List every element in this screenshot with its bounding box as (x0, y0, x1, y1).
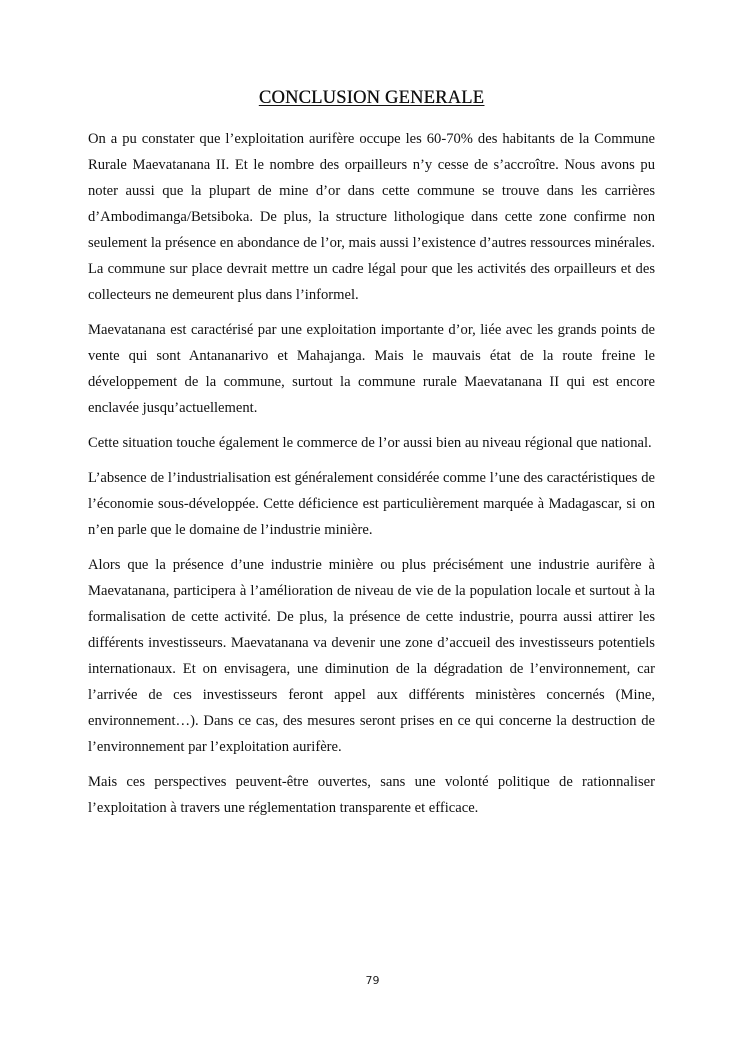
paragraph-1: On a pu constater que l’exploitation aurifère occupe les 60-70% des habitants de la Commune Rurale Maevatanana II. Et le nombre des orpailleurs n’y cesse de s’accroître. Nous avons pu noter aussi que la plupart de mine d’or dans cette commune se trouve dans les carrières d’Ambodimanga/Betsiboka. De plus, la structure lithologique dans cette zone confirme non seulement la présence en abondance de l’or, mais aussi l’existence d’autres ressources minérales. La commune sur place devrait mettre un cadre légal pour que les activités des orpailleurs et des collecteurs ne demeurent plus dans l’informel. (88, 131, 655, 303)
document-page (88, 88, 655, 830)
page-title: CONCLUSION GENERALE (258, 88, 485, 108)
paragraph-6: Mais ces perspectives peuvent-être ouvertes, sans une volonté politique de rationnaliser l’exploitation à travers une réglementation transparente et efficace. (88, 774, 655, 816)
paragraph-3: Cette situation touche également le commerce de l’or aussi bien au niveau régional que national. (88, 435, 652, 451)
paragraph-4: L’absence de l’industrialisation est généralement considérée comme l’une des caractéristiques de l’économie sous-développée. Cette déficience est particulièrement marquée à Madagascar, si on n’en parle que le domaine de l’industrie minière. (88, 470, 655, 538)
paragraph-5: Alors que la présence d’une industrie minière ou plus précisément une industrie aurifère à Maevatanana, participera à l’amélioration de niveau de vie de la population locale et surtout à la formalisation de cette activité. De plus, la présence de cette industrie, pourra aussi attirer les différents investisseurs. Maevatanana va devenir une zone d’accueil des investisseurs potentiels internationaux. Et on envisagera, une diminution de la dégradation de l’environnement, car l’arrivée de ces investisseurs feront appel aux différents ministères concernés (Mine, environnement…). Dans ce cas, des mesures seront prises en ce qui concerne la destruction de l’environnement par l’exploitation aurifère. (88, 557, 655, 755)
page-number: 79 (365, 974, 380, 987)
paragraph-2: Maevatanana est caractérisé par une exploitation importante d’or, liée avec les grands points de vente qui sont Antananarivo et Mahajanga. Mais le mauvais état de la route freine le développement de la commune, surtout la commune rurale Maevatanana II qui est encore enclavée jusqu’actuellement. (88, 322, 655, 416)
